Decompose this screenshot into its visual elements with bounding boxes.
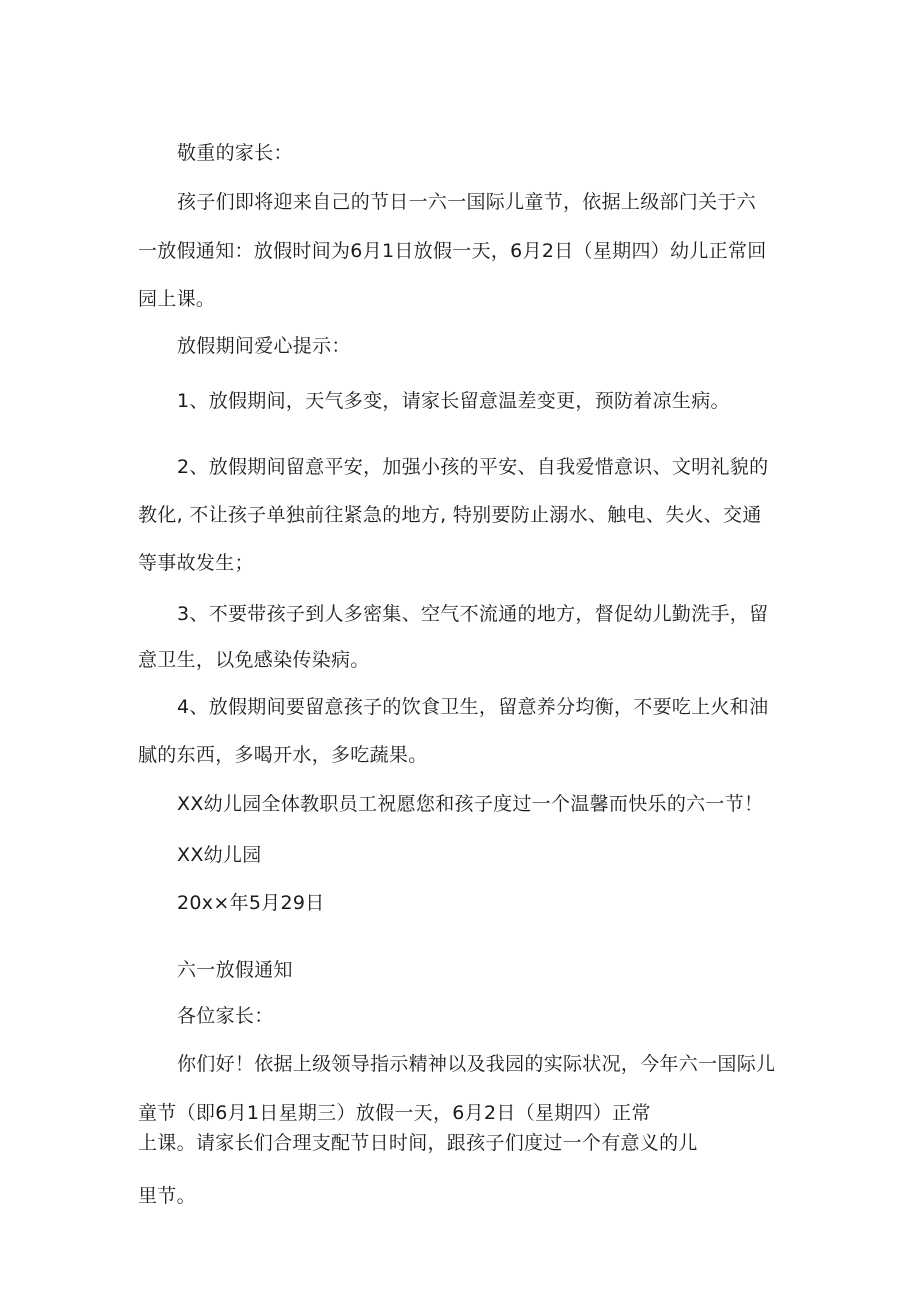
salutation: 敬重的家长：: [177, 142, 293, 164]
tips-heading: 放假期间爱心提示：: [177, 335, 351, 357]
tip-3-line-2: 意卫生，以免感染传染病。: [138, 649, 370, 671]
intro-line-2: 一放假通知：放假时间为6月1日放假一天，6月2日（星期四）幼儿正常回: [138, 240, 767, 262]
body-line-2: 童节（即6月1日星期三）放假一天，6月2日（星期四）正常: [138, 1102, 651, 1124]
tip-3-line-1: 3、不要带孩子到人多密集、空气不流通的地方，督促幼儿勤洗手，留: [177, 603, 769, 625]
closing-line: XX幼儿园全体教职员工祝愿您和孩子度过一个温馨而快乐的六一节！: [177, 793, 764, 815]
intro-line-1: 孩子们即将迎来自己的节日一六一国际儿童节，依据上级部门关于六: [177, 191, 757, 213]
body-line-4: 里节。: [138, 1185, 196, 1207]
signature: XX幼儿园: [177, 844, 262, 866]
tip-1-line-1: 1、放假期间，天气多变，请家长留意温差变更，预防着凉生病。: [177, 390, 730, 412]
date: 20x×年5月29日: [177, 892, 325, 914]
body-line-3: 上课。请家长们合理支配节日时间，跟孩子们度过一个有意义的儿: [138, 1132, 698, 1154]
notice-title: 六一放假通知: [177, 959, 293, 981]
tip-2-line-2: 教化, 不让孩子单独前往紧急的地方, 特别要防止溺水、触电、失火、交通: [138, 504, 762, 526]
tip-4-line-2: 腻的东西，多喝开水，多吃蔬果。: [138, 744, 428, 766]
tip-2-line-1: 2、放假期间留意平安，加强小孩的平安、自我爱惜意识、文明礼貌的: [177, 456, 769, 478]
tip-2-line-3: 等事故发生；: [138, 552, 254, 574]
salutation-2: 各位家长：: [177, 1005, 274, 1027]
tip-4-line-1: 4、放假期间要留意孩子的饮食卫生，留意养分均衡，不要吃上火和油: [177, 696, 769, 718]
intro-line-3: 园上课。: [138, 288, 216, 310]
body-line-1: 你们好！依据上级领导指示精神以及我园的实际状况，今年六一国际儿: [177, 1053, 776, 1075]
